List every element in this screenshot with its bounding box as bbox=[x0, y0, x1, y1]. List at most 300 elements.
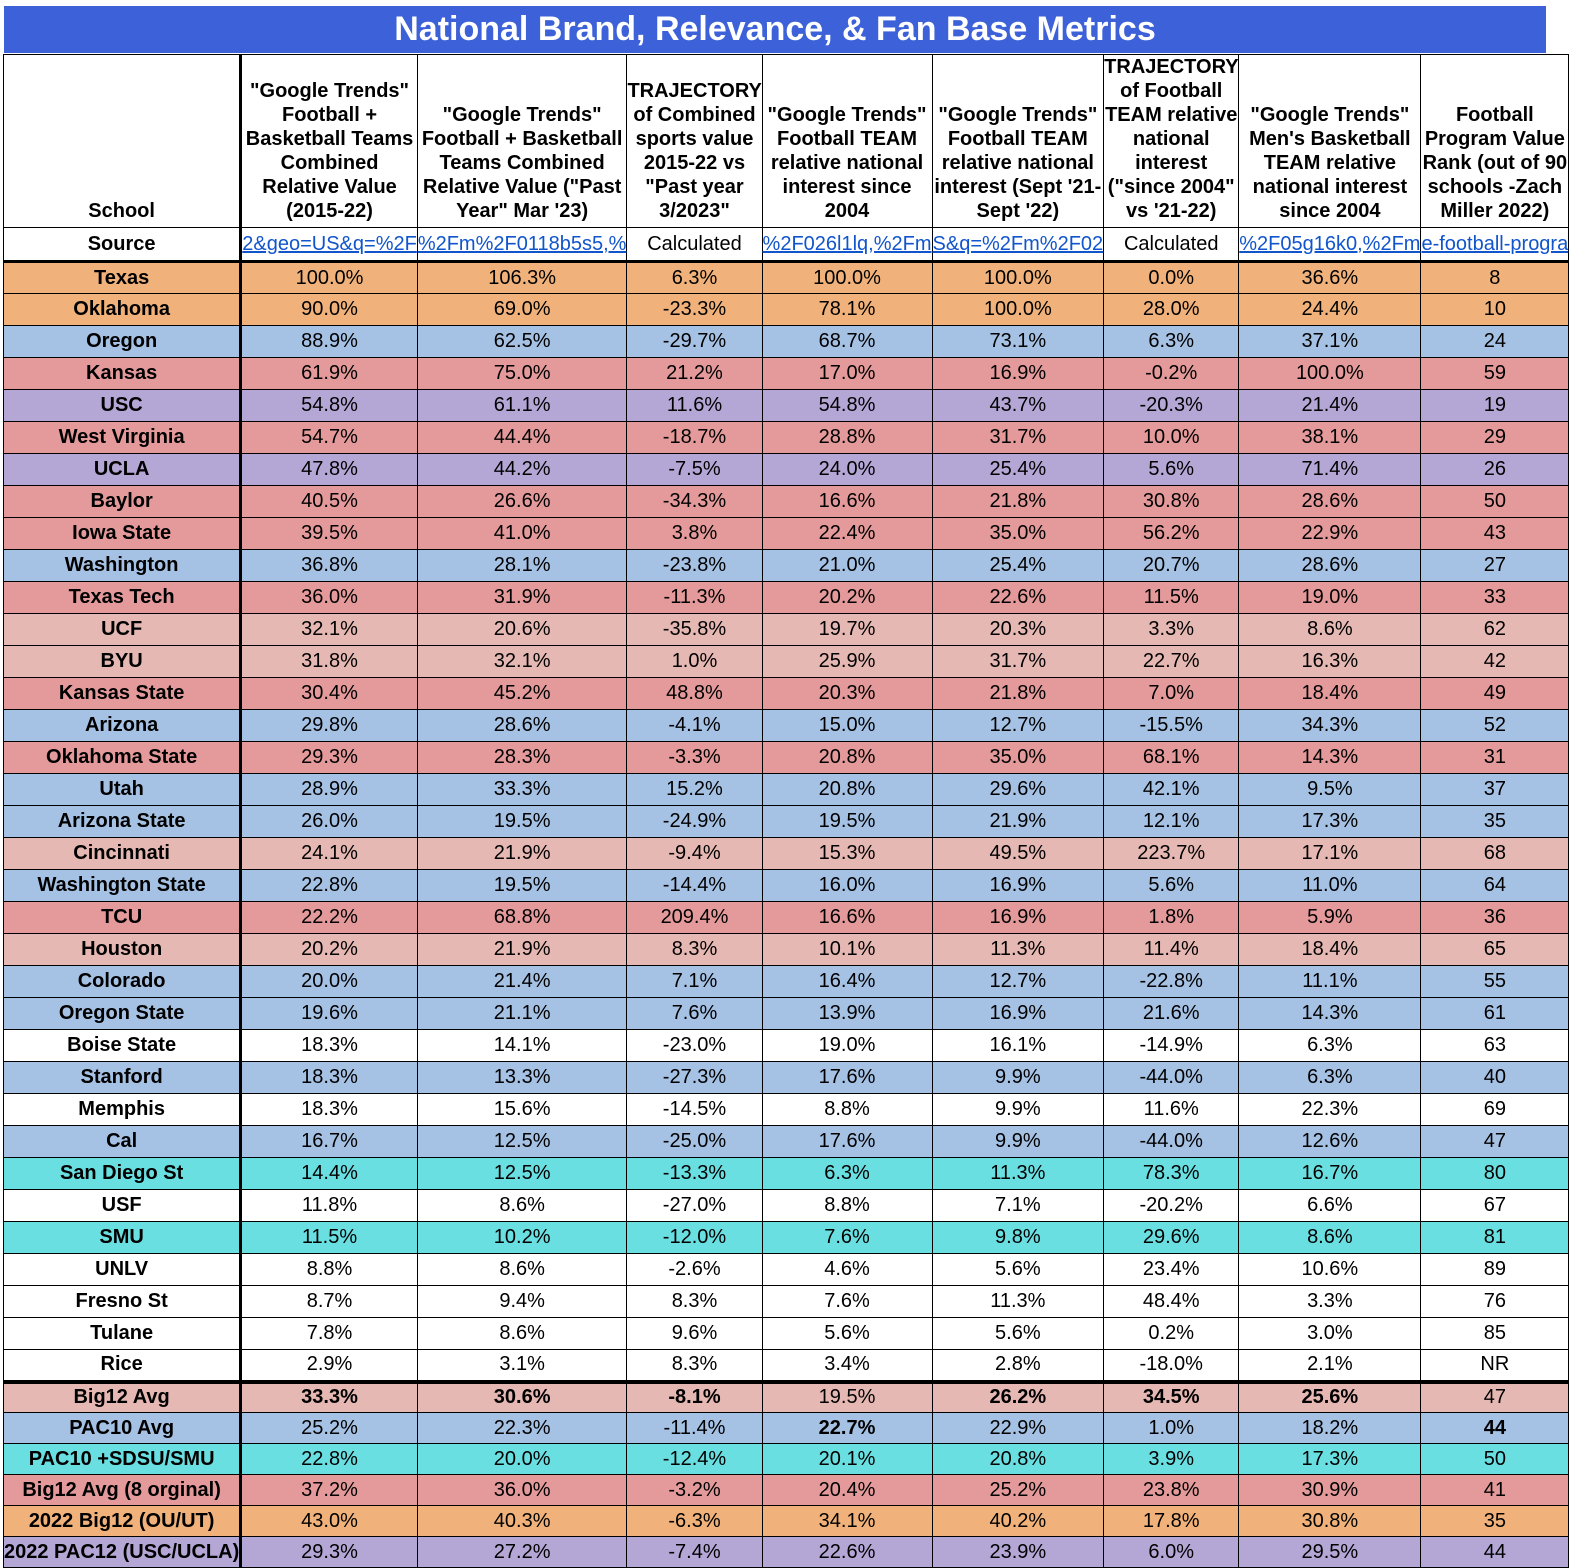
cell-football-21-22[interactable]: 21.9% bbox=[932, 806, 1104, 838]
cell-football-21-22[interactable]: 16.9% bbox=[932, 998, 1104, 1030]
cell-football-21-22[interactable]: 16.9% bbox=[932, 902, 1104, 934]
cell-combined-past-year[interactable]: 21.9% bbox=[417, 934, 627, 966]
cell-football-since-2004[interactable]: 28.8% bbox=[762, 422, 932, 454]
cell-football-since-2004[interactable]: 16.4% bbox=[762, 966, 932, 998]
cell-combined-trajectory[interactable]: 15.2% bbox=[627, 774, 762, 806]
school-cell[interactable]: Houston bbox=[4, 934, 241, 966]
cell-football-since-2004[interactable]: 8.8% bbox=[762, 1094, 932, 1126]
cell-program-value-rank[interactable]: 49 bbox=[1421, 678, 1569, 710]
cell-basketball-since-2004[interactable]: 5.9% bbox=[1239, 902, 1421, 934]
cell-program-value-rank[interactable]: 47 bbox=[1421, 1126, 1569, 1158]
cell-combined-2015-22[interactable]: 47.8% bbox=[241, 454, 418, 486]
school-cell[interactable]: 2022 Big12 (OU/UT) bbox=[4, 1506, 241, 1537]
cell-basketball-since-2004[interactable]: 3.0% bbox=[1239, 1318, 1421, 1350]
school-cell[interactable]: Cincinnati bbox=[4, 838, 241, 870]
cell-football-trajectory[interactable]: 5.6% bbox=[1104, 454, 1239, 486]
cell-combined-past-year[interactable]: 45.2% bbox=[417, 678, 627, 710]
school-cell[interactable]: West Virginia bbox=[4, 422, 241, 454]
cell-football-trajectory[interactable]: -20.3% bbox=[1104, 390, 1239, 422]
cell-football-21-22[interactable]: 16.9% bbox=[932, 358, 1104, 390]
cell-football-21-22[interactable]: 49.5% bbox=[932, 838, 1104, 870]
cell-program-value-rank[interactable]: NR bbox=[1421, 1350, 1569, 1382]
school-cell[interactable]: Boise State bbox=[4, 1030, 241, 1062]
cell-football-trajectory[interactable]: 78.3% bbox=[1104, 1158, 1239, 1190]
cell-program-value-rank[interactable]: 35 bbox=[1421, 1506, 1569, 1537]
cell-combined-2015-22[interactable]: 7.8% bbox=[241, 1318, 418, 1350]
cell-combined-trajectory[interactable]: 48.8% bbox=[627, 678, 762, 710]
cell-football-since-2004[interactable]: 17.0% bbox=[762, 358, 932, 390]
cell-football-since-2004[interactable]: 19.7% bbox=[762, 614, 932, 646]
cell-combined-past-year[interactable]: 14.1% bbox=[417, 1030, 627, 1062]
cell-basketball-since-2004[interactable]: 24.4% bbox=[1239, 294, 1421, 326]
cell-basketball-since-2004[interactable]: 22.3% bbox=[1239, 1094, 1421, 1126]
cell-basketball-since-2004[interactable]: 29.5% bbox=[1239, 1537, 1421, 1568]
school-cell[interactable]: Colorado bbox=[4, 966, 241, 998]
cell-combined-2015-22[interactable]: 43.0% bbox=[241, 1506, 418, 1537]
cell-football-trajectory[interactable]: 23.4% bbox=[1104, 1254, 1239, 1286]
school-cell[interactable]: Arizona State bbox=[4, 806, 241, 838]
cell-football-since-2004[interactable]: 68.7% bbox=[762, 326, 932, 358]
cell-basketball-since-2004[interactable]: 6.3% bbox=[1239, 1062, 1421, 1094]
cell-combined-past-year[interactable]: 8.6% bbox=[417, 1254, 627, 1286]
school-cell[interactable]: Oklahoma State bbox=[4, 742, 241, 774]
cell-basketball-since-2004[interactable]: 12.6% bbox=[1239, 1126, 1421, 1158]
cell-combined-2015-22[interactable]: 20.2% bbox=[241, 934, 418, 966]
school-cell[interactable]: Kansas State bbox=[4, 678, 241, 710]
cell-combined-trajectory[interactable]: -27.0% bbox=[627, 1190, 762, 1222]
cell-combined-past-year[interactable]: 106.3% bbox=[417, 262, 627, 294]
cell-football-since-2004[interactable]: 20.2% bbox=[762, 582, 932, 614]
header-program-value-rank[interactable]: Football Program Value Rank (out of 90 schools -Zach Miller 2022) bbox=[1421, 55, 1569, 228]
cell-football-21-22[interactable]: 9.9% bbox=[932, 1126, 1104, 1158]
cell-football-trajectory[interactable]: 30.8% bbox=[1104, 486, 1239, 518]
cell-combined-2015-22[interactable]: 8.7% bbox=[241, 1286, 418, 1318]
cell-football-21-22[interactable]: 16.9% bbox=[932, 870, 1104, 902]
cell-combined-2015-22[interactable]: 24.1% bbox=[241, 838, 418, 870]
cell-basketball-since-2004[interactable]: 18.4% bbox=[1239, 678, 1421, 710]
cell-football-21-22[interactable]: 43.7% bbox=[932, 390, 1104, 422]
cell-combined-past-year[interactable]: 28.6% bbox=[417, 710, 627, 742]
source-calculated[interactable]: Calculated bbox=[1104, 228, 1239, 262]
school-cell[interactable]: Stanford bbox=[4, 1062, 241, 1094]
header-combined-trajectory[interactable]: TRAJECTORY of Combined sports value 2015-22 vs "Past year 3/2023" bbox=[627, 55, 762, 228]
cell-combined-past-year[interactable]: 12.5% bbox=[417, 1158, 627, 1190]
cell-football-21-22[interactable]: 23.9% bbox=[932, 1537, 1104, 1568]
cell-football-21-22[interactable]: 5.6% bbox=[932, 1318, 1104, 1350]
cell-program-value-rank[interactable]: 43 bbox=[1421, 518, 1569, 550]
source-link[interactable]: e-football-progra bbox=[1421, 228, 1569, 262]
cell-football-trajectory[interactable]: 12.1% bbox=[1104, 806, 1239, 838]
cell-football-since-2004[interactable]: 10.1% bbox=[762, 934, 932, 966]
cell-basketball-since-2004[interactable]: 34.3% bbox=[1239, 710, 1421, 742]
cell-football-21-22[interactable]: 11.3% bbox=[932, 934, 1104, 966]
cell-football-trajectory[interactable]: -22.8% bbox=[1104, 966, 1239, 998]
school-cell[interactable]: Utah bbox=[4, 774, 241, 806]
cell-combined-trajectory[interactable]: -23.8% bbox=[627, 550, 762, 582]
cell-combined-trajectory[interactable]: -7.5% bbox=[627, 454, 762, 486]
cell-football-trajectory[interactable]: -20.2% bbox=[1104, 1190, 1239, 1222]
cell-football-21-22[interactable]: 11.3% bbox=[932, 1286, 1104, 1318]
cell-football-trajectory[interactable]: -0.2% bbox=[1104, 358, 1239, 390]
cell-basketball-since-2004[interactable]: 18.2% bbox=[1239, 1413, 1421, 1444]
cell-football-trajectory[interactable]: 10.0% bbox=[1104, 422, 1239, 454]
cell-basketball-since-2004[interactable]: 21.4% bbox=[1239, 390, 1421, 422]
cell-combined-past-year[interactable]: 40.3% bbox=[417, 1506, 627, 1537]
cell-football-trajectory[interactable]: -14.9% bbox=[1104, 1030, 1239, 1062]
cell-football-21-22[interactable]: 35.0% bbox=[932, 518, 1104, 550]
cell-program-value-rank[interactable]: 55 bbox=[1421, 966, 1569, 998]
cell-combined-2015-22[interactable]: 28.9% bbox=[241, 774, 418, 806]
school-cell[interactable]: Iowa State bbox=[4, 518, 241, 550]
header-football-trajectory[interactable]: TRAJECTORY of Football TEAM relative national interest ("since 2004" vs '21-22) bbox=[1104, 55, 1239, 228]
cell-football-21-22[interactable]: 21.8% bbox=[932, 486, 1104, 518]
cell-combined-past-year[interactable]: 19.5% bbox=[417, 806, 627, 838]
cell-program-value-rank[interactable]: 19 bbox=[1421, 390, 1569, 422]
cell-combined-past-year[interactable]: 44.2% bbox=[417, 454, 627, 486]
cell-football-21-22[interactable]: 9.8% bbox=[932, 1222, 1104, 1254]
cell-combined-past-year[interactable]: 10.2% bbox=[417, 1222, 627, 1254]
school-cell[interactable]: UNLV bbox=[4, 1254, 241, 1286]
cell-basketball-since-2004[interactable]: 18.4% bbox=[1239, 934, 1421, 966]
cell-combined-2015-22[interactable]: 18.3% bbox=[241, 1062, 418, 1094]
cell-football-trajectory[interactable]: 6.3% bbox=[1104, 326, 1239, 358]
cell-football-trajectory[interactable]: 28.0% bbox=[1104, 294, 1239, 326]
cell-football-21-22[interactable]: 2.8% bbox=[932, 1350, 1104, 1382]
cell-football-since-2004[interactable]: 16.6% bbox=[762, 902, 932, 934]
cell-football-trajectory[interactable]: 0.0% bbox=[1104, 262, 1239, 294]
cell-football-since-2004[interactable]: 19.5% bbox=[762, 806, 932, 838]
cell-combined-trajectory[interactable]: 3.8% bbox=[627, 518, 762, 550]
cell-basketball-since-2004[interactable]: 71.4% bbox=[1239, 454, 1421, 486]
cell-combined-2015-22[interactable]: 29.8% bbox=[241, 710, 418, 742]
header-combined-past-year[interactable]: "Google Trends" Football + Basketball Teams Combined Relative Value ("Past Year" Mar '23) bbox=[417, 55, 627, 228]
cell-program-value-rank[interactable]: 41 bbox=[1421, 1475, 1569, 1506]
cell-combined-trajectory[interactable]: -18.7% bbox=[627, 422, 762, 454]
cell-combined-trajectory[interactable]: 11.6% bbox=[627, 390, 762, 422]
source-label[interactable]: Source bbox=[4, 228, 241, 262]
cell-combined-2015-22[interactable]: 40.5% bbox=[241, 486, 418, 518]
cell-combined-past-year[interactable]: 3.1% bbox=[417, 1350, 627, 1382]
cell-football-since-2004[interactable]: 20.1% bbox=[762, 1444, 932, 1475]
school-cell[interactable]: Baylor bbox=[4, 486, 241, 518]
cell-combined-past-year[interactable]: 15.6% bbox=[417, 1094, 627, 1126]
school-cell[interactable]: TCU bbox=[4, 902, 241, 934]
cell-basketball-since-2004[interactable]: 6.3% bbox=[1239, 1030, 1421, 1062]
cell-basketball-since-2004[interactable]: 8.6% bbox=[1239, 1222, 1421, 1254]
cell-combined-trajectory[interactable]: 6.3% bbox=[627, 262, 762, 294]
cell-combined-past-year[interactable]: 8.6% bbox=[417, 1190, 627, 1222]
cell-football-21-22[interactable]: 16.1% bbox=[932, 1030, 1104, 1062]
cell-football-since-2004[interactable]: 20.3% bbox=[762, 678, 932, 710]
cell-football-trajectory[interactable]: 56.2% bbox=[1104, 518, 1239, 550]
cell-football-trajectory[interactable]: 29.6% bbox=[1104, 1222, 1239, 1254]
school-cell[interactable]: Arizona bbox=[4, 710, 241, 742]
cell-football-21-22[interactable]: 31.7% bbox=[932, 422, 1104, 454]
cell-basketball-since-2004[interactable]: 28.6% bbox=[1239, 550, 1421, 582]
cell-program-value-rank[interactable]: 80 bbox=[1421, 1158, 1569, 1190]
cell-combined-past-year[interactable]: 32.1% bbox=[417, 646, 627, 678]
cell-basketball-since-2004[interactable]: 14.3% bbox=[1239, 742, 1421, 774]
cell-program-value-rank[interactable]: 8 bbox=[1421, 262, 1569, 294]
cell-combined-past-year[interactable]: 21.4% bbox=[417, 966, 627, 998]
cell-football-trajectory[interactable]: 6.0% bbox=[1104, 1537, 1239, 1568]
cell-combined-2015-22[interactable]: 11.5% bbox=[241, 1222, 418, 1254]
cell-combined-past-year[interactable]: 12.5% bbox=[417, 1126, 627, 1158]
cell-football-since-2004[interactable]: 22.7% bbox=[762, 1413, 932, 1444]
cell-combined-2015-22[interactable]: 22.8% bbox=[241, 1444, 418, 1475]
cell-program-value-rank[interactable]: 35 bbox=[1421, 806, 1569, 838]
cell-combined-2015-22[interactable]: 11.8% bbox=[241, 1190, 418, 1222]
cell-football-trajectory[interactable]: 7.0% bbox=[1104, 678, 1239, 710]
cell-football-since-2004[interactable]: 20.4% bbox=[762, 1475, 932, 1506]
cell-program-value-rank[interactable]: 89 bbox=[1421, 1254, 1569, 1286]
cell-football-21-22[interactable]: 25.4% bbox=[932, 550, 1104, 582]
cell-football-21-22[interactable]: 20.8% bbox=[932, 1444, 1104, 1475]
cell-program-value-rank[interactable]: 47 bbox=[1421, 1382, 1569, 1413]
cell-combined-trajectory[interactable]: 8.3% bbox=[627, 934, 762, 966]
cell-combined-past-year[interactable]: 13.3% bbox=[417, 1062, 627, 1094]
cell-football-trajectory[interactable]: -15.5% bbox=[1104, 710, 1239, 742]
cell-program-value-rank[interactable]: 68 bbox=[1421, 838, 1569, 870]
cell-football-since-2004[interactable]: 16.6% bbox=[762, 486, 932, 518]
header-combined-2015-22[interactable]: "Google Trends" Football + Basketball Teams Combined Relative Value (2015-22) bbox=[241, 55, 418, 228]
cell-combined-2015-22[interactable]: 16.7% bbox=[241, 1126, 418, 1158]
cell-football-21-22[interactable]: 9.9% bbox=[932, 1062, 1104, 1094]
cell-combined-2015-22[interactable]: 54.8% bbox=[241, 390, 418, 422]
cell-combined-2015-22[interactable]: 36.0% bbox=[241, 582, 418, 614]
cell-football-trajectory[interactable]: 3.9% bbox=[1104, 1444, 1239, 1475]
cell-combined-past-year[interactable]: 21.1% bbox=[417, 998, 627, 1030]
cell-combined-2015-22[interactable]: 33.3% bbox=[241, 1382, 418, 1413]
cell-football-21-22[interactable]: 5.6% bbox=[932, 1254, 1104, 1286]
cell-combined-trajectory[interactable]: 1.0% bbox=[627, 646, 762, 678]
cell-basketball-since-2004[interactable]: 2.1% bbox=[1239, 1350, 1421, 1382]
cell-football-trajectory[interactable]: 21.6% bbox=[1104, 998, 1239, 1030]
cell-football-trajectory[interactable]: -18.0% bbox=[1104, 1350, 1239, 1382]
cell-program-value-rank[interactable]: 61 bbox=[1421, 998, 1569, 1030]
cell-football-trajectory[interactable]: 1.0% bbox=[1104, 1413, 1239, 1444]
source-link[interactable]: %2F05g16k0,%2Fm bbox=[1239, 228, 1421, 262]
cell-combined-2015-22[interactable]: 100.0% bbox=[241, 262, 418, 294]
cell-combined-trajectory[interactable]: -3.3% bbox=[627, 742, 762, 774]
cell-combined-trajectory[interactable]: -3.2% bbox=[627, 1475, 762, 1506]
cell-football-since-2004[interactable]: 17.6% bbox=[762, 1062, 932, 1094]
cell-program-value-rank[interactable]: 29 bbox=[1421, 422, 1569, 454]
cell-football-since-2004[interactable]: 22.6% bbox=[762, 1537, 932, 1568]
cell-combined-past-year[interactable]: 69.0% bbox=[417, 294, 627, 326]
cell-football-since-2004[interactable]: 21.0% bbox=[762, 550, 932, 582]
cell-football-trajectory[interactable]: -44.0% bbox=[1104, 1062, 1239, 1094]
cell-football-21-22[interactable]: 21.8% bbox=[932, 678, 1104, 710]
cell-football-since-2004[interactable]: 8.8% bbox=[762, 1190, 932, 1222]
school-cell[interactable]: UCLA bbox=[4, 454, 241, 486]
cell-basketball-since-2004[interactable]: 10.6% bbox=[1239, 1254, 1421, 1286]
cell-combined-trajectory[interactable]: -8.1% bbox=[627, 1382, 762, 1413]
cell-combined-trajectory[interactable]: -24.9% bbox=[627, 806, 762, 838]
cell-football-trajectory[interactable]: 23.8% bbox=[1104, 1475, 1239, 1506]
cell-football-21-22[interactable]: 25.4% bbox=[932, 454, 1104, 486]
cell-combined-trajectory[interactable]: -13.3% bbox=[627, 1158, 762, 1190]
school-cell[interactable]: Texas Tech bbox=[4, 582, 241, 614]
cell-combined-2015-22[interactable]: 39.5% bbox=[241, 518, 418, 550]
cell-football-21-22[interactable]: 100.0% bbox=[932, 262, 1104, 294]
cell-combined-past-year[interactable]: 44.4% bbox=[417, 422, 627, 454]
cell-combined-trajectory[interactable]: -11.3% bbox=[627, 582, 762, 614]
cell-combined-past-year[interactable]: 9.4% bbox=[417, 1286, 627, 1318]
cell-combined-2015-22[interactable]: 30.4% bbox=[241, 678, 418, 710]
school-cell[interactable]: Oregon State bbox=[4, 998, 241, 1030]
cell-program-value-rank[interactable]: 50 bbox=[1421, 1444, 1569, 1475]
source-calculated[interactable]: Calculated bbox=[627, 228, 762, 262]
school-cell[interactable]: Kansas bbox=[4, 358, 241, 390]
school-cell[interactable]: SMU bbox=[4, 1222, 241, 1254]
cell-combined-trajectory[interactable]: -12.0% bbox=[627, 1222, 762, 1254]
cell-football-since-2004[interactable]: 3.4% bbox=[762, 1350, 932, 1382]
cell-football-trajectory[interactable]: 11.5% bbox=[1104, 582, 1239, 614]
cell-football-since-2004[interactable]: 6.3% bbox=[762, 1158, 932, 1190]
cell-football-21-22[interactable]: 26.2% bbox=[932, 1382, 1104, 1413]
cell-basketball-since-2004[interactable]: 9.5% bbox=[1239, 774, 1421, 806]
cell-football-since-2004[interactable]: 7.6% bbox=[762, 1222, 932, 1254]
cell-football-since-2004[interactable]: 15.3% bbox=[762, 838, 932, 870]
cell-basketball-since-2004[interactable]: 28.6% bbox=[1239, 486, 1421, 518]
cell-football-trajectory[interactable]: 1.8% bbox=[1104, 902, 1239, 934]
cell-combined-2015-22[interactable]: 20.0% bbox=[241, 966, 418, 998]
cell-program-value-rank[interactable]: 24 bbox=[1421, 326, 1569, 358]
cell-basketball-since-2004[interactable]: 6.6% bbox=[1239, 1190, 1421, 1222]
cell-program-value-rank[interactable]: 81 bbox=[1421, 1222, 1569, 1254]
header-football-21-22[interactable]: "Google Trends" Football TEAM relative national interest (Sept '21-Sept '22) bbox=[932, 55, 1104, 228]
cell-combined-2015-22[interactable]: 90.0% bbox=[241, 294, 418, 326]
cell-football-trajectory[interactable]: 34.5% bbox=[1104, 1382, 1239, 1413]
cell-football-trajectory[interactable]: 0.2% bbox=[1104, 1318, 1239, 1350]
cell-combined-past-year[interactable]: 41.0% bbox=[417, 518, 627, 550]
cell-football-since-2004[interactable]: 20.8% bbox=[762, 742, 932, 774]
cell-combined-2015-22[interactable]: 25.2% bbox=[241, 1413, 418, 1444]
school-cell[interactable]: Oregon bbox=[4, 326, 241, 358]
cell-combined-2015-22[interactable]: 22.2% bbox=[241, 902, 418, 934]
cell-basketball-since-2004[interactable]: 38.1% bbox=[1239, 422, 1421, 454]
cell-combined-trajectory[interactable]: -25.0% bbox=[627, 1126, 762, 1158]
source-link[interactable]: 2&geo=US&q=%2F bbox=[241, 228, 418, 262]
cell-football-since-2004[interactable]: 54.8% bbox=[762, 390, 932, 422]
cell-combined-2015-22[interactable]: 36.8% bbox=[241, 550, 418, 582]
school-cell[interactable]: Washington State bbox=[4, 870, 241, 902]
cell-combined-trajectory[interactable]: -34.3% bbox=[627, 486, 762, 518]
cell-football-trajectory[interactable]: 5.6% bbox=[1104, 870, 1239, 902]
cell-football-21-22[interactable]: 22.6% bbox=[932, 582, 1104, 614]
cell-combined-trajectory[interactable]: 21.2% bbox=[627, 358, 762, 390]
cell-basketball-since-2004[interactable]: 30.8% bbox=[1239, 1506, 1421, 1537]
cell-football-21-22[interactable]: 40.2% bbox=[932, 1506, 1104, 1537]
school-cell[interactable]: USF bbox=[4, 1190, 241, 1222]
cell-combined-trajectory[interactable]: -14.4% bbox=[627, 870, 762, 902]
cell-program-value-rank[interactable]: 42 bbox=[1421, 646, 1569, 678]
cell-football-21-22[interactable]: 100.0% bbox=[932, 294, 1104, 326]
cell-combined-past-year[interactable]: 62.5% bbox=[417, 326, 627, 358]
cell-football-trajectory[interactable]: 42.1% bbox=[1104, 774, 1239, 806]
cell-combined-past-year[interactable]: 20.6% bbox=[417, 614, 627, 646]
cell-football-trajectory[interactable]: 223.7% bbox=[1104, 838, 1239, 870]
school-cell[interactable]: UCF bbox=[4, 614, 241, 646]
cell-program-value-rank[interactable]: 26 bbox=[1421, 454, 1569, 486]
school-cell[interactable]: San Diego St bbox=[4, 1158, 241, 1190]
cell-combined-2015-22[interactable]: 29.3% bbox=[241, 1537, 418, 1568]
cell-football-since-2004[interactable]: 24.0% bbox=[762, 454, 932, 486]
cell-combined-2015-22[interactable]: 54.7% bbox=[241, 422, 418, 454]
cell-combined-trajectory[interactable]: -7.4% bbox=[627, 1537, 762, 1568]
cell-combined-2015-22[interactable]: 26.0% bbox=[241, 806, 418, 838]
cell-combined-past-year[interactable]: 75.0% bbox=[417, 358, 627, 390]
cell-basketball-since-2004[interactable]: 17.3% bbox=[1239, 1444, 1421, 1475]
cell-football-since-2004[interactable]: 15.0% bbox=[762, 710, 932, 742]
cell-combined-trajectory[interactable]: -4.1% bbox=[627, 710, 762, 742]
school-cell[interactable]: 2022 PAC12 (USC/UCLA) bbox=[4, 1537, 241, 1568]
cell-program-value-rank[interactable]: 69 bbox=[1421, 1094, 1569, 1126]
cell-combined-trajectory[interactable]: 9.6% bbox=[627, 1318, 762, 1350]
header-football-since-2004[interactable]: "Google Trends" Football TEAM relative national interest since 2004 bbox=[762, 55, 932, 228]
cell-football-since-2004[interactable]: 7.6% bbox=[762, 1286, 932, 1318]
cell-combined-trajectory[interactable]: -9.4% bbox=[627, 838, 762, 870]
cell-combined-trajectory[interactable]: -23.0% bbox=[627, 1030, 762, 1062]
cell-basketball-since-2004[interactable]: 19.0% bbox=[1239, 582, 1421, 614]
cell-basketball-since-2004[interactable]: 100.0% bbox=[1239, 358, 1421, 390]
cell-basketball-since-2004[interactable]: 30.9% bbox=[1239, 1475, 1421, 1506]
cell-football-trajectory[interactable]: -44.0% bbox=[1104, 1126, 1239, 1158]
cell-combined-2015-22[interactable]: 18.3% bbox=[241, 1094, 418, 1126]
school-cell[interactable]: Washington bbox=[4, 550, 241, 582]
school-cell[interactable]: Rice bbox=[4, 1350, 241, 1382]
cell-football-21-22[interactable]: 11.3% bbox=[932, 1158, 1104, 1190]
cell-football-trajectory[interactable]: 11.4% bbox=[1104, 934, 1239, 966]
cell-program-value-rank[interactable]: 76 bbox=[1421, 1286, 1569, 1318]
school-cell[interactable]: Tulane bbox=[4, 1318, 241, 1350]
cell-program-value-rank[interactable]: 59 bbox=[1421, 358, 1569, 390]
cell-program-value-rank[interactable]: 62 bbox=[1421, 614, 1569, 646]
school-cell[interactable]: Big12 Avg bbox=[4, 1382, 241, 1413]
cell-program-value-rank[interactable]: 85 bbox=[1421, 1318, 1569, 1350]
cell-program-value-rank[interactable]: 52 bbox=[1421, 710, 1569, 742]
cell-combined-trajectory[interactable]: -23.3% bbox=[627, 294, 762, 326]
cell-program-value-rank[interactable]: 67 bbox=[1421, 1190, 1569, 1222]
cell-football-21-22[interactable]: 29.6% bbox=[932, 774, 1104, 806]
cell-football-21-22[interactable]: 73.1% bbox=[932, 326, 1104, 358]
cell-combined-trajectory[interactable]: 209.4% bbox=[627, 902, 762, 934]
cell-program-value-rank[interactable]: 44 bbox=[1421, 1537, 1569, 1568]
cell-basketball-since-2004[interactable]: 11.1% bbox=[1239, 966, 1421, 998]
cell-football-since-2004[interactable]: 4.6% bbox=[762, 1254, 932, 1286]
source-link[interactable]: %2Fm%2F0118b5s5,% bbox=[417, 228, 627, 262]
cell-basketball-since-2004[interactable]: 36.6% bbox=[1239, 262, 1421, 294]
cell-basketball-since-2004[interactable]: 16.7% bbox=[1239, 1158, 1421, 1190]
school-cell[interactable]: Fresno St bbox=[4, 1286, 241, 1318]
header-school[interactable]: School bbox=[4, 55, 241, 228]
cell-combined-trajectory[interactable]: -11.4% bbox=[627, 1413, 762, 1444]
cell-combined-trajectory[interactable]: -2.6% bbox=[627, 1254, 762, 1286]
cell-football-21-22[interactable]: 12.7% bbox=[932, 710, 1104, 742]
cell-basketball-since-2004[interactable]: 11.0% bbox=[1239, 870, 1421, 902]
cell-combined-2015-22[interactable]: 61.9% bbox=[241, 358, 418, 390]
cell-combined-past-year[interactable]: 21.9% bbox=[417, 838, 627, 870]
cell-combined-2015-22[interactable]: 18.3% bbox=[241, 1030, 418, 1062]
source-link[interactable]: %2F026l1lq,%2Fm bbox=[762, 228, 932, 262]
cell-football-21-22[interactable]: 22.9% bbox=[932, 1413, 1104, 1444]
cell-combined-2015-22[interactable]: 19.6% bbox=[241, 998, 418, 1030]
cell-football-trajectory[interactable]: 48.4% bbox=[1104, 1286, 1239, 1318]
cell-combined-2015-22[interactable]: 31.8% bbox=[241, 646, 418, 678]
cell-combined-past-year[interactable]: 26.6% bbox=[417, 486, 627, 518]
cell-football-21-22[interactable]: 25.2% bbox=[932, 1475, 1104, 1506]
